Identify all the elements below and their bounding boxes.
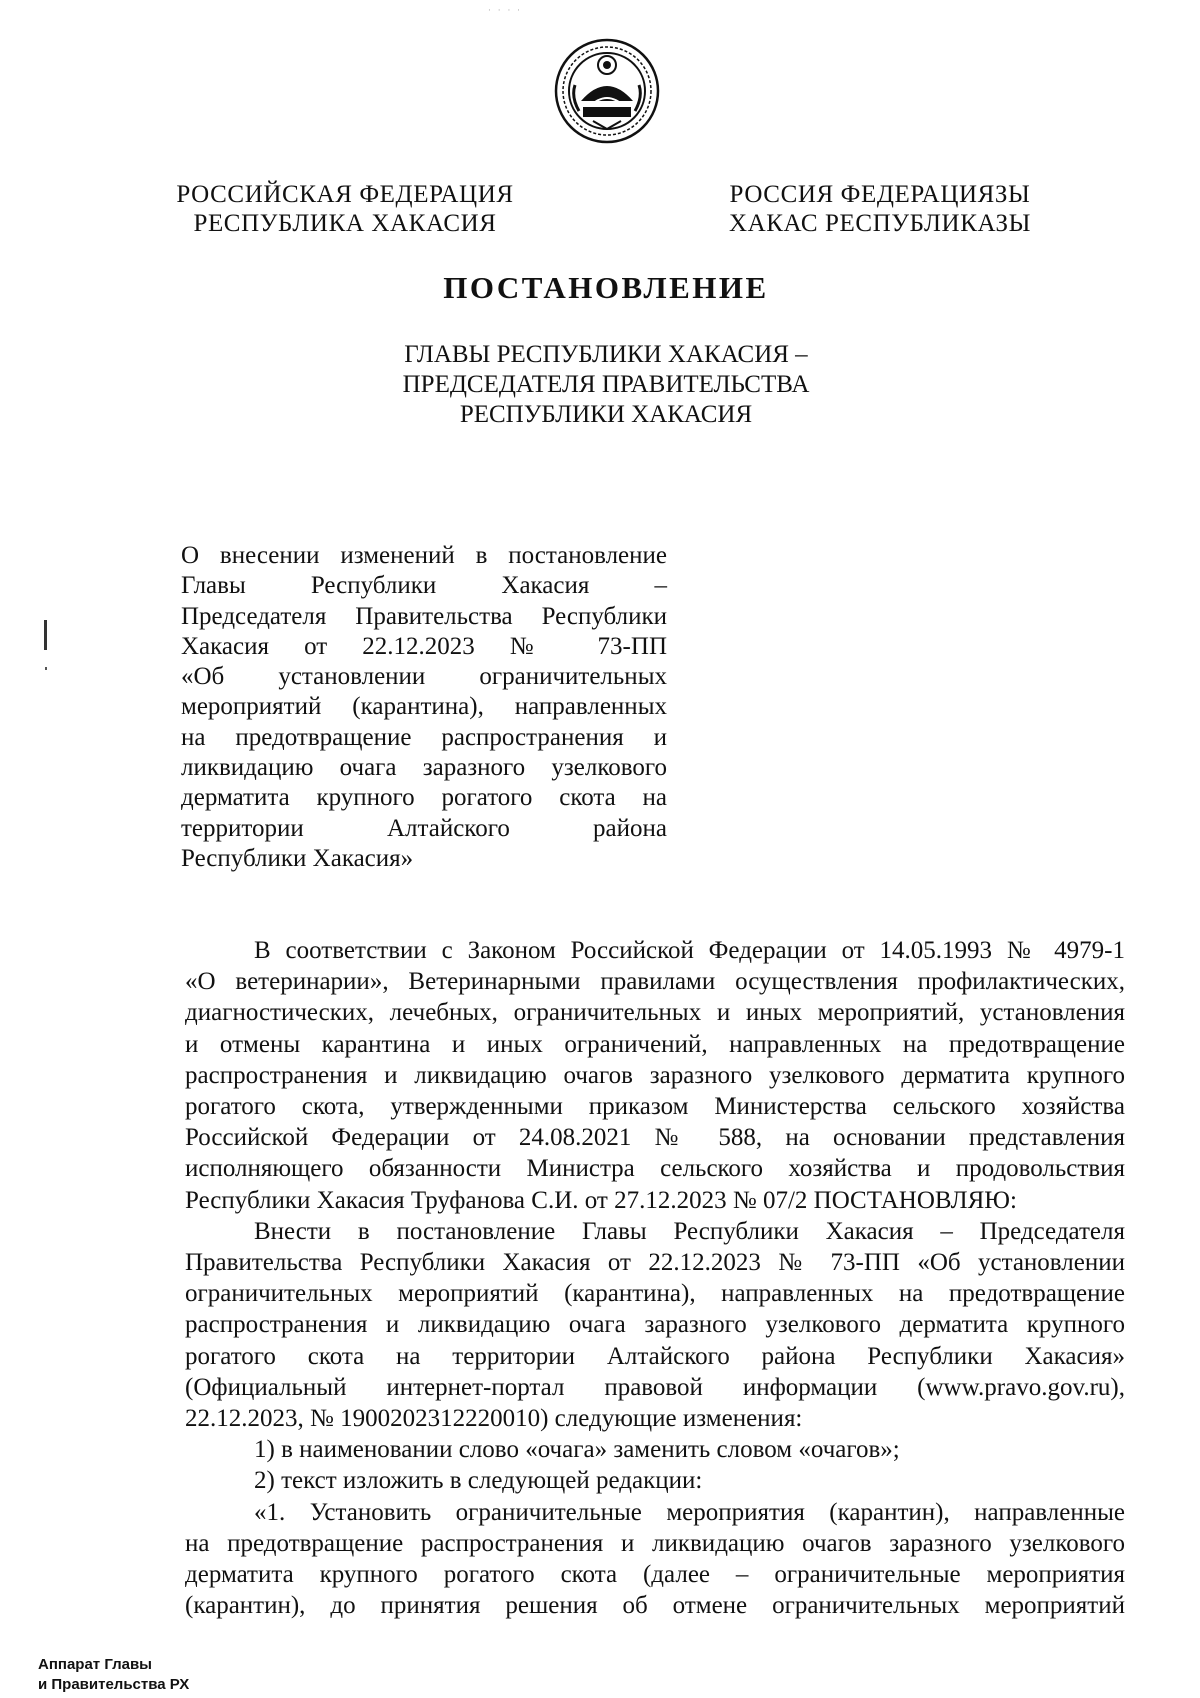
body-line: (карантин), до принятия решения об отмене ограничительных мероприятий <box>185 1592 1125 1620</box>
body-line: 22.12.2023, № 1900202312220010) следующие изменения: <box>185 1405 803 1433</box>
subject-line: ликвидацию очага заразного узелкового <box>181 754 667 782</box>
body-line: рогатого скота, утвержденными приказом Министерства сельского хозяйства <box>185 1093 1125 1121</box>
subtitle-line1: ГЛАВЫ РЕСПУБЛИКИ ХАКАСИЯ – <box>404 341 808 368</box>
body-line: ограничительных мероприятий (карантина), направленных на предотвращение <box>185 1280 1125 1308</box>
margin-dot <box>45 667 47 670</box>
header-ru-line2: РЕСПУБЛИКА ХАКАСИЯ <box>193 210 497 237</box>
subtitle-line2: ПРЕДСЕДАТЕЛЯ ПРАВИТЕЛЬСТВА <box>402 371 810 398</box>
subject-line: «Об установлении ограничительных <box>181 663 667 691</box>
subtitle-line3: РЕСПУБЛИКИ ХАКАСИЯ <box>459 401 753 428</box>
subject-line: Хакасия от 22.12.2023 № 73-ПП <box>181 632 667 660</box>
subject-block <box>181 541 667 874</box>
subject-line: Главы Республики Хакасия – <box>181 572 667 600</box>
body-line: и отмены карантина и иных ограничений, направленных на предотвращение <box>185 1030 1125 1058</box>
footer-stamp <box>38 1655 189 1695</box>
body-line: исполняющего обязанности Министра сельского хозяйства и продовольствия <box>185 1155 1125 1183</box>
margin-mark <box>44 620 47 650</box>
subject-line: мероприятий (карантина), направленных <box>181 693 667 721</box>
body-line: (Официальный интернет-портал правовой информации (www.pravo.gov.ru), <box>185 1373 1125 1401</box>
body-line: 1) в наименовании слово «очага» заменить словом «очагов»; <box>254 1436 900 1464</box>
body-line: Республики Хакасия Труфанова С.И. от 27.12.2023 № 07/2 ПОСТАНОВЛЯЮ: <box>185 1186 1017 1214</box>
header-khakas <box>690 180 1070 238</box>
body-line: В соответствии с Законом Российской Федерации от 14.05.1993 № 4979-1 <box>254 937 1125 964</box>
body-line: диагностических, лечебных, ограничительных и иных мероприятий, установления <box>185 999 1125 1027</box>
header-kh-line2: ХАКАС РЕСПУБЛИКАЗЫ <box>728 210 1032 237</box>
document-title: ПОСТАНОВЛЕНИЕ <box>443 270 769 305</box>
body-line: распространения и ликвидацию очагов заразного узелкового дерматита крупного <box>185 1061 1125 1089</box>
subject-line: Председателя Правительства Республики <box>181 602 667 630</box>
body-line: «О ветеринарии», Ветеринарными правилами осуществления профилактических, <box>185 968 1125 996</box>
body-line: дерматита крупного рогатого скота (далее – ограничительные мероприятия <box>185 1561 1125 1589</box>
header-kh-line1: РОССИЯ ФЕДЕРАЦИЯЗЫ <box>729 181 1031 208</box>
body-line: распространения и ликвидацию очага заразного узелкового дерматита крупного <box>185 1311 1125 1339</box>
body-line: Российской Федерации от 24.08.2021 № 588, на основании представления <box>185 1124 1125 1152</box>
subject-line: дерматита крупного рогатого скота на <box>181 784 667 812</box>
header-ru-line1: РОССИЙСКАЯ ФЕДЕРАЦИЯ <box>176 181 514 208</box>
body-line: «1. Установить ограничительные мероприятия (карантин), направленные <box>254 1498 1125 1526</box>
footer-line1: Аппарат Главы <box>38 1656 152 1673</box>
khakassia-coat-of-arms-icon <box>553 37 661 145</box>
document-subtitle <box>0 340 1200 430</box>
subject-line: О внесении изменений в постановление <box>181 542 667 569</box>
body-line: 2) текст изложить в следующей редакции: <box>254 1467 703 1495</box>
header-russian <box>150 180 540 238</box>
subject-line: на предотвращение распространения и <box>181 723 667 751</box>
document-body <box>185 935 1125 1621</box>
footer-line2: и Правительства РХ <box>38 1676 190 1693</box>
body-line: на предотвращение распространения и ликвидацию очагов заразного узелкового <box>185 1529 1125 1557</box>
body-line: Правительства Республики Хакасия от 22.12.2023 № 73-ПП «Об установлении <box>185 1249 1125 1277</box>
subject-line: Республики Хакасия» <box>181 844 414 872</box>
subject-line: территории Алтайского района <box>181 814 667 842</box>
body-line: Внести в постановление Главы Республики Хакасия – Председателя <box>254 1217 1125 1245</box>
scan-noise: · · · · <box>488 6 523 16</box>
body-line: рогатого скота на территории Алтайского района Республики Хакасия» <box>185 1342 1125 1370</box>
